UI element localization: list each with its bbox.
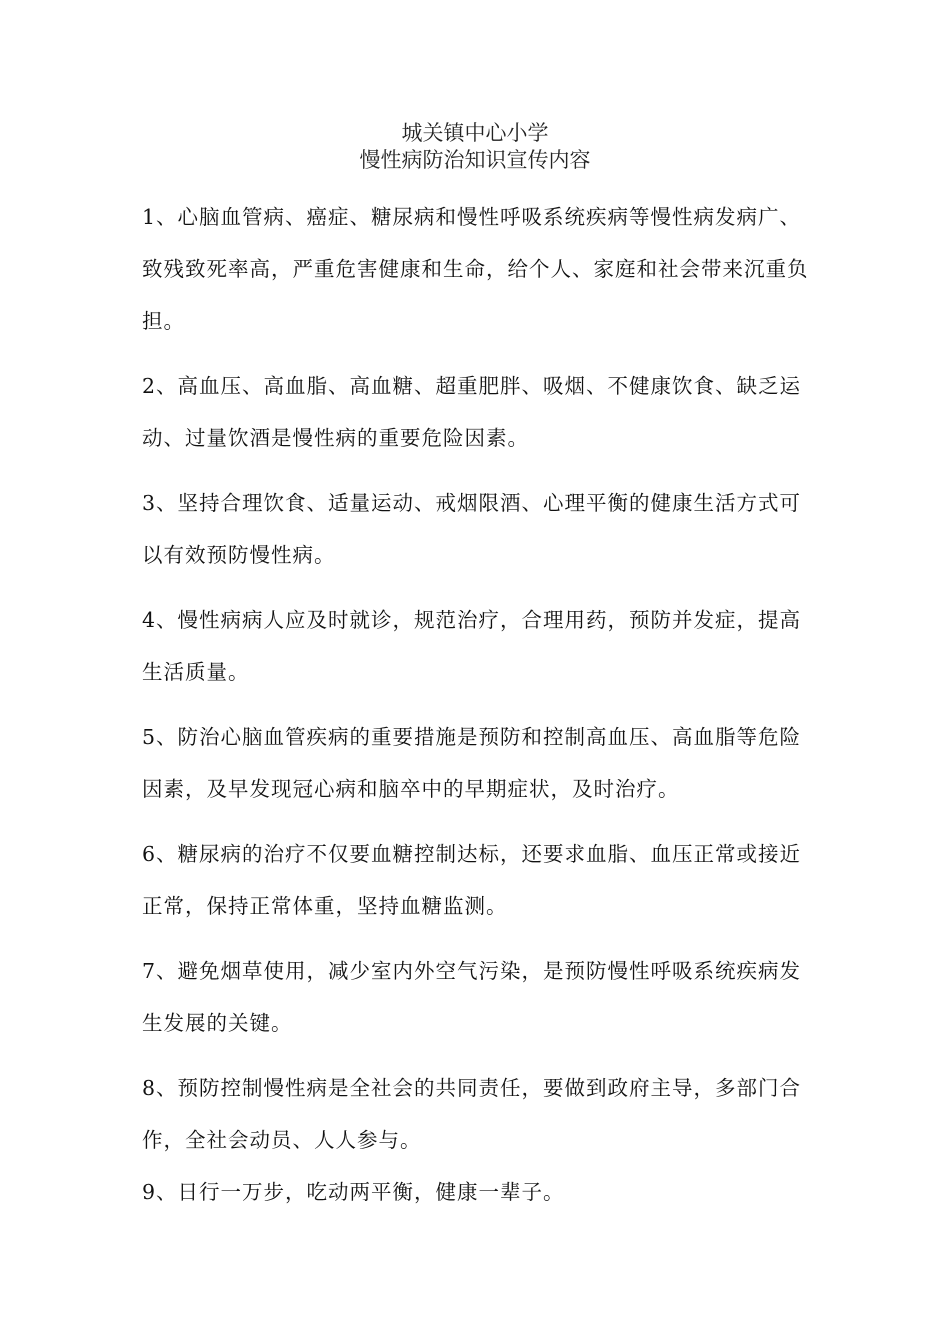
document-header xyxy=(0,120,950,174)
paragraph-item-8: 8、预防控制慢性病是全社会的共同责任，要做到政府主导，多部门合作，全社会动员、人人参与。 xyxy=(142,1076,802,1152)
document-title: 慢性病防治知识宣传内容 xyxy=(359,148,591,172)
paragraph-item-3: 3、坚持合理饮食、适量运动、戒烟限酒、心理平衡的健康生活方式可以有效预防慢性病。 xyxy=(142,491,802,567)
paragraph-item-7: 7、避免烟草使用，减少室内外空气污染，是预防慢性呼吸系统疾病发生发展的关键。 xyxy=(142,959,802,1035)
paragraph-item-4: 4、慢性病病人应及时就诊，规范治疗，合理用药，预防并发症，提高生活质量。 xyxy=(142,608,802,684)
paragraph-item-1: 1、心脑血管病、癌症、糖尿病和慢性呼吸系统疾病等慢性病发病广、致残致死率高，严重危害健康和生命，给个人、家庭和社会带来沉重负担。 xyxy=(142,205,809,333)
school-name: 城关镇中心小学 xyxy=(401,121,549,145)
paragraph-item-2: 2、高血压、高血脂、高血糖、超重肥胖、吸烟、不健康饮食、缺乏运动、过量饮酒是慢性病的重要危险因素。 xyxy=(142,374,802,450)
paragraph-item-6: 6、糖尿病的治疗不仅要血糖控制达标，还要求血脂、血压正常或接近正常，保持正常体重，坚持血糖监测。 xyxy=(142,842,802,918)
paragraph-item-5: 5、防治心脑血管疾病的重要措施是预防和控制高血压、高血脂等危险因素，及早发现冠心病和脑卒中的早期症状，及时治疗。 xyxy=(142,725,802,801)
paragraph-item-9: 9、日行一万步，吃动两平衡，健康一辈子。 xyxy=(142,1180,565,1204)
